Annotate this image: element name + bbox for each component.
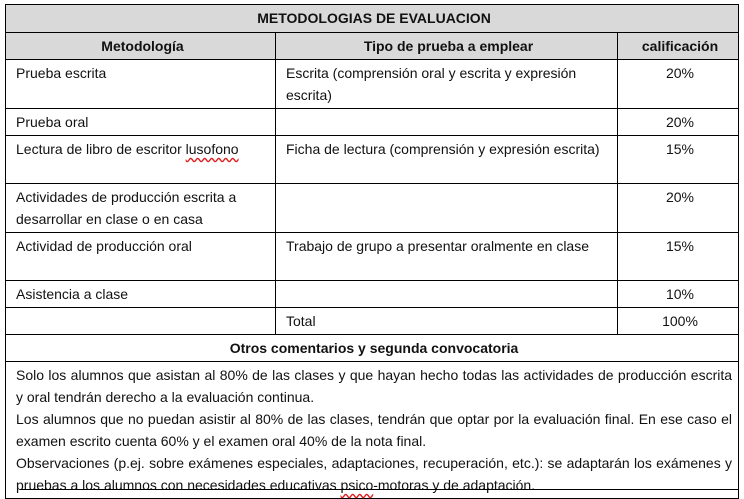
cell-metodologia: Actividades de producción escrita a desarrollar en clase o en casa xyxy=(6,184,276,233)
total-value: 100% xyxy=(618,308,739,335)
cell-calificacion: 20% xyxy=(618,109,739,136)
total-label: Total xyxy=(276,308,618,335)
notes-cell xyxy=(6,362,739,499)
table-row xyxy=(6,233,739,281)
evaluation-table xyxy=(5,4,739,499)
cell-metodologia: Actividad de producción oral xyxy=(6,233,276,281)
note-paragraph: Solo los alumnos que asistan al 80% de las clases y que hayan hecho todas las actividades de producción escrita y oral tendrán derecho a la evaluación continua. xyxy=(16,367,733,405)
header-tipo: Tipo de prueba a emplear xyxy=(276,33,618,60)
spellcheck-flag: lusofono xyxy=(185,141,239,157)
divider xyxy=(20,489,738,490)
note-text: Observaciones (p.ej. sobre exámenes especiales, adaptaciones, recuperación, etc.): se adaptarán los exámenes y pruebas a los alumnos con necesidades educativas xyxy=(16,455,733,493)
cell-tipo: Ficha de lectura (comprensión y expresión escrita) xyxy=(276,136,618,184)
notes-row xyxy=(6,362,739,499)
note-paragraph: Los alumnos que no puedan asistir al 80% de las clases, tendrán que optar por la evaluación final. En ese caso el examen escrito cuenta 60% y el examen oral 40% de la nota final. xyxy=(16,411,733,449)
cell-metodologia: Prueba escrita xyxy=(6,60,276,109)
header-metodologia: Metodología xyxy=(6,33,276,60)
cell-tipo: Escrita (comprensión oral y escrita y expresión escrita) xyxy=(276,60,618,109)
cell-calificacion: 15% xyxy=(618,233,739,281)
section-subtitle: Otros comentarios y segunda convocatoria xyxy=(6,335,739,362)
cell-calificacion: 20% xyxy=(618,184,739,233)
cell-empty xyxy=(6,308,276,335)
cell-metodologia: Prueba oral xyxy=(6,109,276,136)
cell-tipo xyxy=(276,109,618,136)
cell-metodologia xyxy=(6,136,276,184)
table-title: METODOLOGIAS DE EVALUACION xyxy=(6,5,739,33)
cell-calificacion: 20% xyxy=(618,60,739,109)
header-calificacion: calificación xyxy=(618,33,739,60)
table-row xyxy=(6,136,739,184)
subtitle-row xyxy=(6,335,739,362)
cell-tipo: Trabajo de grupo a presentar oralmente en clase xyxy=(276,233,618,281)
cell-tipo xyxy=(276,184,618,233)
table-row xyxy=(6,184,739,233)
header-row xyxy=(6,33,739,60)
cell-calificacion: 15% xyxy=(618,136,739,184)
cell-calificacion: 10% xyxy=(618,281,739,308)
title-row xyxy=(6,5,739,33)
table-row xyxy=(6,281,739,308)
cell-tipo xyxy=(276,281,618,308)
table-row xyxy=(6,109,739,136)
cell-metodologia: Asistencia a clase xyxy=(6,281,276,308)
table-row xyxy=(6,60,739,109)
spellcheck-flag: psico xyxy=(340,477,374,493)
total-row xyxy=(6,308,739,335)
metodologia-text: Lectura de libro de escritor xyxy=(16,141,186,157)
note-text: -motoras y de adaptación. xyxy=(373,477,536,493)
